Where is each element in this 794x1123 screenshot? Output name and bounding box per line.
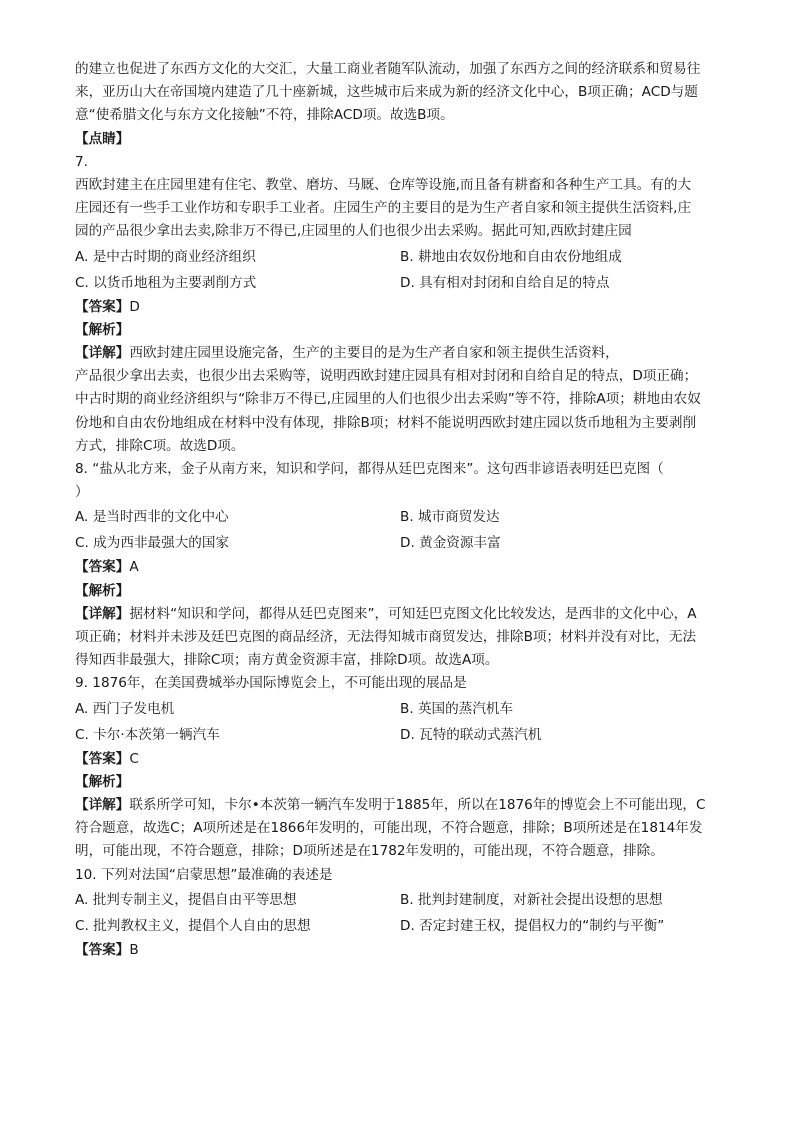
answer-label: 【答案】 — [75, 298, 130, 315]
text-line: 的建立也促进了东西方文化的大交汇，大量工商业者随军队流动，加强了东西方之间的经济联系和贸易往 — [75, 61, 701, 77]
analysis-label: 【解析】 — [75, 321, 130, 338]
question-stem-line: ） — [75, 484, 89, 501]
detail-line: 符合题意，故选C；A项所述是在1866年发明的，可能出现，不符合题意，排除；B项所述是在1814年发 — [75, 820, 703, 837]
detail-label: 【详解】 — [75, 797, 130, 814]
question-stem-line: 9. 1876年，在美国费城举办国际博览会上，不可能出现的展品是 — [75, 675, 467, 692]
option-list — [75, 504, 725, 556]
option-list — [75, 244, 725, 296]
question-number: 7. — [75, 153, 88, 170]
option-d: D. 具有相对封闭和自给自足的特点 — [400, 274, 610, 291]
option-list — [75, 696, 725, 748]
answer-label: 【答案】 — [75, 559, 130, 576]
question-stem-line: 园的产品很少拿出去卖,除非万不得已,庄园里的人们也很少出去采购。据此可知,西欧封建庄园 — [75, 223, 632, 240]
detail-text: 西欧封建庄园里设施完备，生产的主要目的是为生产者自家和领主提供生活资料， — [129, 345, 619, 362]
answer-line — [75, 939, 725, 962]
detail-text: 据材料“知识和学问，都得从廷巴克图来”，可知廷巴克图文化比较发达，是西非的文化中心，A — [129, 605, 697, 622]
option-c: C. 批判教权主义，提倡个人自由的思想 — [75, 917, 311, 934]
answer-value: B — [129, 941, 139, 958]
detail-label: 【详解】 — [75, 605, 130, 622]
option-a: A. 西门子发电机 — [75, 700, 175, 717]
text-line: 意“使希腊文化与东方文化接触”不符，排除ACD项。故选B项。 — [75, 107, 454, 124]
question-9 — [75, 672, 725, 863]
dianjing-label: 【点睛】 — [75, 130, 130, 147]
option-a: A. 是中古时期的商业经济组织 — [75, 248, 256, 265]
detail-line — [75, 794, 725, 817]
option-c: C. 卡尔·本茨第一辆汽车 — [75, 726, 220, 743]
question-stem-line: 西欧封建主在庄园里建有住宅、教堂、磨坊、马厩、仓库等设施,而且备有耕畜和各种生产工具。有的大 — [75, 177, 692, 194]
option-b: B. 城市商贸发达 — [400, 509, 500, 526]
detail-line: 份地和自由农份地组成在材料中没有体现，排除B项；材料不能说明西欧封建庄园以货币地租为主要剥削 — [75, 414, 697, 431]
option-b: B. 批判封建制度，对新社会提出设想的思想 — [400, 891, 663, 908]
question-6-tail — [75, 58, 725, 151]
detail-line: 明，可能出现，不符合题意，排除；D项所述是在1782年发明的，可能出现，不符合题意，排除。 — [75, 843, 664, 860]
document-page — [75, 58, 725, 962]
text-line: 来，亚历山大在帝国境内建造了几十座新城，这些城市后来成为新的经济文化中心，B项正确；ACD与题 — [75, 84, 698, 101]
answer-value: D — [129, 298, 140, 315]
detail-line — [75, 603, 725, 626]
detail-line: 中古时期的商业经济组织与“除非万不得已,庄园里的人们也很少出去采购”等不符，排除A项；耕地由农奴 — [75, 391, 701, 408]
answer-line — [75, 296, 725, 319]
analysis-label: 【解析】 — [75, 582, 130, 599]
option-b: B. 耕地由农奴份地和自由农份地组成 — [400, 248, 622, 265]
answer-value: C — [129, 750, 139, 767]
question-stem-line: 10. 下列对法国“启蒙思想”最准确的表述是 — [75, 866, 333, 883]
detail-line: 方式，排除C项。故选D项。 — [75, 437, 245, 454]
question-stem-line: 庄园还有一些手工业作坊和专职手工业者。庄园生产的主要目的是为生产者自家和领主提供生活资料,庄 — [75, 200, 692, 217]
option-b: B. 英国的蒸汽机车 — [400, 700, 514, 717]
option-c: C. 成为西非最强大的国家 — [75, 535, 230, 552]
detail-line — [75, 342, 725, 365]
answer-label: 【答案】 — [75, 941, 130, 958]
question-stem-line: 8. “盐从北方来，金子从南方来，知识和学问，都得从廷巴克图来”。这句西非谚语表明廷巴克图（ — [75, 461, 664, 478]
option-a: A. 批判专制主义，提倡自由平等思想 — [75, 891, 297, 908]
option-c: C. 以货币地租为主要剥削方式 — [75, 274, 257, 291]
detail-label: 【详解】 — [75, 345, 130, 362]
answer-line — [75, 556, 725, 579]
option-d: D. 否定封建王权，提倡权力的“制约与平衡” — [400, 917, 665, 934]
question-8 — [75, 458, 725, 672]
question-7 — [75, 151, 725, 458]
answer-line — [75, 748, 725, 771]
analysis-label: 【解析】 — [75, 773, 130, 790]
detail-line: 项正确；材料并未涉及廷巴克图的商品经济，无法得知城市商贸发达，排除B项；材料并没有对比，无法 — [75, 629, 697, 646]
question-10 — [75, 864, 725, 962]
answer-label: 【答案】 — [75, 750, 130, 767]
option-list — [75, 887, 725, 939]
detail-line: 得知西非最强大，排除C项；南方黄金资源丰富，排除D项。故选A项。 — [75, 652, 499, 669]
detail-line: 产品很少拿出去卖，也很少出去采购等，说明西欧封建庄园具有相对封闭和自给自足的特点，D项正确； — [75, 368, 698, 385]
option-a: A. 是当时西非的文化中心 — [75, 509, 229, 526]
detail-text: 联系所学可知，卡尔•本茨第一辆汽车发明于1885年，所以在1876年的博览会上不可能出现，C — [129, 797, 706, 814]
option-d: D. 瓦特的联动式蒸汽机 — [400, 726, 542, 743]
option-d: D. 黄金资源丰富 — [400, 535, 501, 552]
answer-value: A — [129, 559, 139, 576]
